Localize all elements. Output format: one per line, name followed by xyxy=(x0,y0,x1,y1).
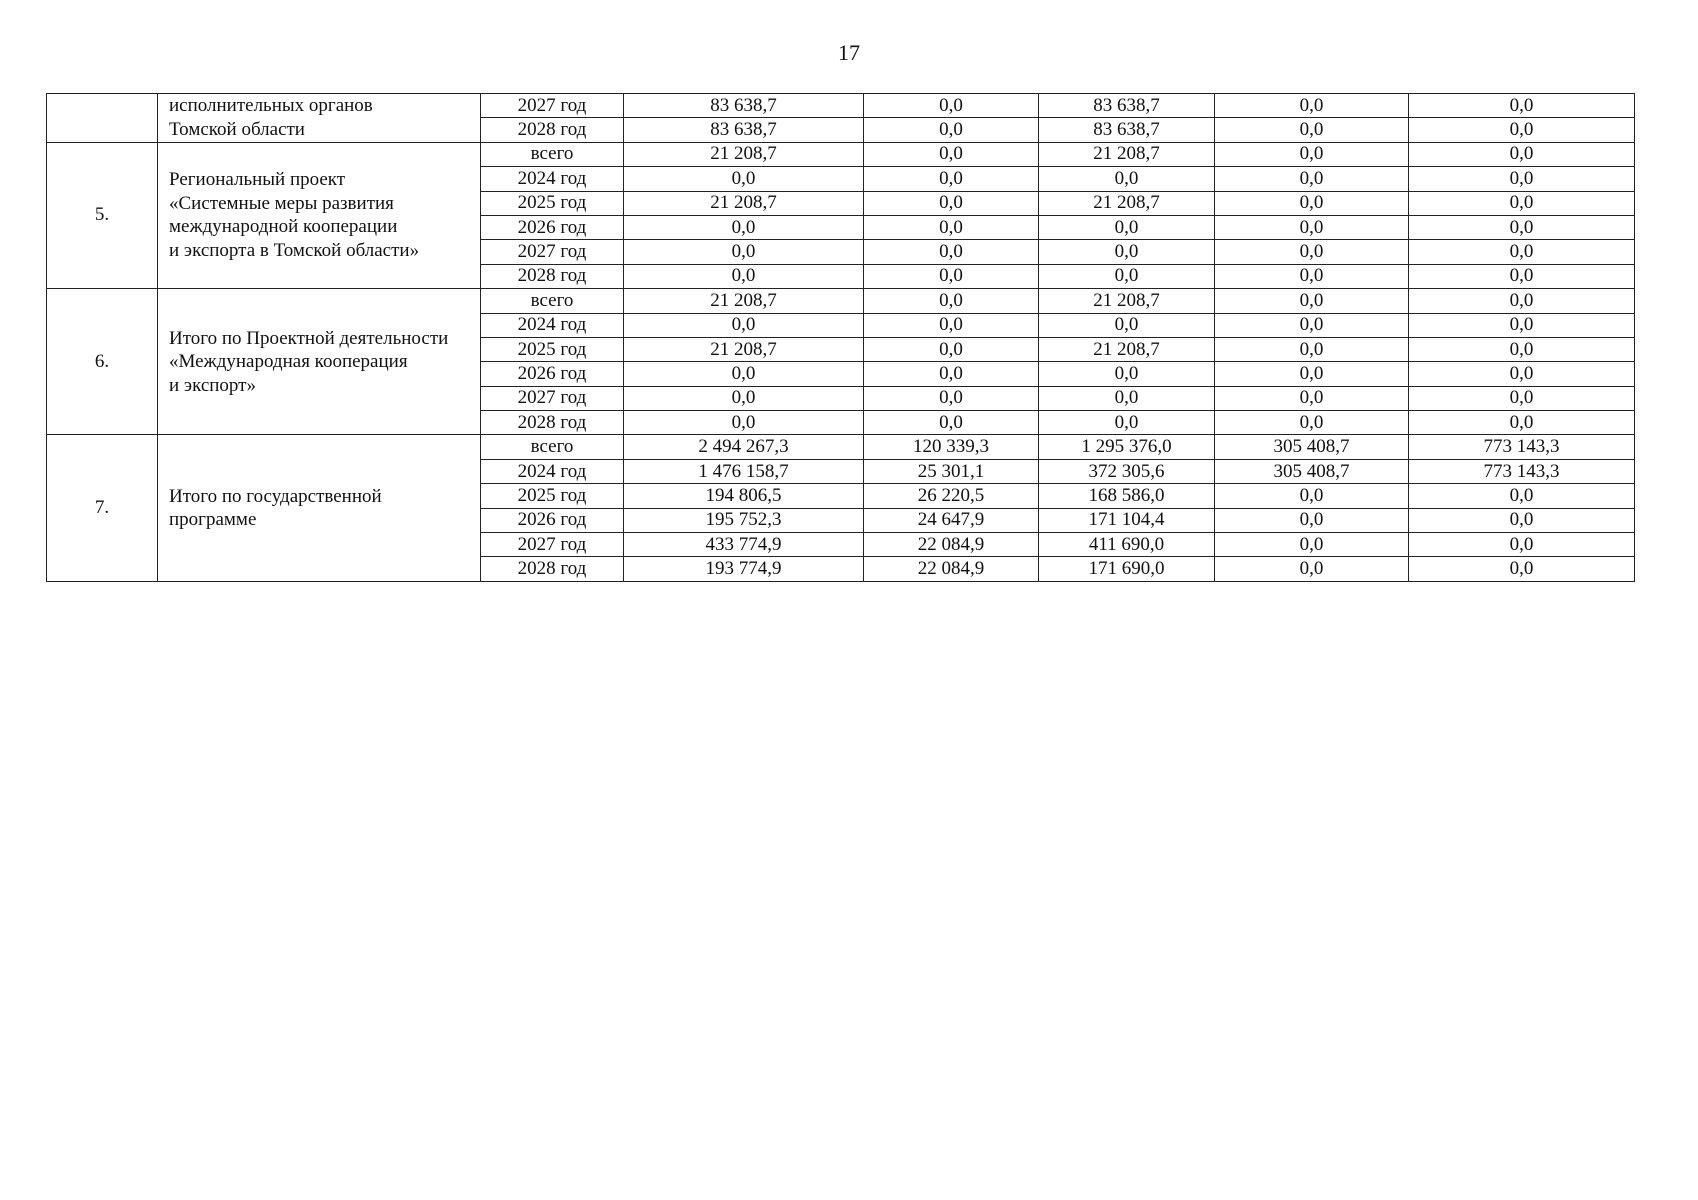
amount-cell: 0,0 xyxy=(1039,215,1215,239)
amount-cell: 0,0 xyxy=(864,411,1039,435)
amount-cell: 193 774,9 xyxy=(624,557,864,581)
amount-cell: 21 208,7 xyxy=(624,142,864,166)
amount-cell: 0,0 xyxy=(1409,337,1635,361)
amount-cell: 0,0 xyxy=(624,167,864,191)
amount-cell: 0,0 xyxy=(864,337,1039,361)
amount-cell: 0,0 xyxy=(1215,313,1409,337)
amount-cell: 0,0 xyxy=(1215,484,1409,508)
amount-cell: 0,0 xyxy=(1215,94,1409,118)
amount-cell: 0,0 xyxy=(1409,191,1635,215)
period-cell: 2026 год xyxy=(481,362,624,386)
program-name-line: Региональный проект xyxy=(169,169,346,191)
program-name-line: «Международная кооперация xyxy=(169,351,408,373)
amount-cell: 195 752,3 xyxy=(624,508,864,532)
amount-cell: 0,0 xyxy=(1409,94,1635,118)
amount-cell: 0,0 xyxy=(624,215,864,239)
amount-cell: 0,0 xyxy=(1215,337,1409,361)
amount-cell: 0,0 xyxy=(864,362,1039,386)
amount-cell: 0,0 xyxy=(864,167,1039,191)
program-name-line: Томской области xyxy=(169,118,305,140)
period-cell: всего xyxy=(481,142,624,166)
amount-cell: 0,0 xyxy=(1409,386,1635,410)
amount-cell: 0,0 xyxy=(1039,313,1215,337)
table-body xyxy=(47,94,1635,582)
amount-cell: 0,0 xyxy=(1039,386,1215,410)
amount-cell: 22 084,9 xyxy=(864,533,1039,557)
amount-cell: 0,0 xyxy=(1039,362,1215,386)
amount-cell: 25 301,1 xyxy=(864,459,1039,483)
amount-cell: 0,0 xyxy=(1409,240,1635,264)
amount-cell: 0,0 xyxy=(864,142,1039,166)
program-name-line: международной кооперации xyxy=(169,216,398,238)
period-cell: 2027 год xyxy=(481,386,624,410)
amount-cell: 0,0 xyxy=(864,386,1039,410)
amount-cell: 0,0 xyxy=(1215,240,1409,264)
amount-cell: 0,0 xyxy=(1039,411,1215,435)
amount-cell: 433 774,9 xyxy=(624,533,864,557)
program-name-line: Итого по Проектной деятельности xyxy=(169,327,449,349)
amount-cell: 2 494 267,3 xyxy=(624,435,864,459)
period-cell: 2024 год xyxy=(481,459,624,483)
amount-cell: 0,0 xyxy=(864,118,1039,142)
amount-cell: 411 690,0 xyxy=(1039,533,1215,557)
amount-cell: 0,0 xyxy=(624,411,864,435)
amount-cell: 0,0 xyxy=(1215,289,1409,313)
amount-cell: 0,0 xyxy=(1409,142,1635,166)
amount-cell: 83 638,7 xyxy=(1039,118,1215,142)
amount-cell: 0,0 xyxy=(1409,167,1635,191)
amount-cell: 21 208,7 xyxy=(1039,337,1215,361)
program-name-line: и экспорта в Томской области» xyxy=(169,239,420,261)
amount-cell: 21 208,7 xyxy=(624,289,864,313)
amount-cell: 0,0 xyxy=(1039,167,1215,191)
amount-cell: 305 408,7 xyxy=(1215,459,1409,483)
amount-cell: 0,0 xyxy=(864,240,1039,264)
program-name-line: «Системные меры развития xyxy=(169,192,394,214)
amount-cell: 0,0 xyxy=(1409,289,1635,313)
amount-cell: 0,0 xyxy=(1409,118,1635,142)
period-cell: 2027 год xyxy=(481,240,624,264)
budget-table xyxy=(46,93,1635,582)
period-cell: 2027 год xyxy=(481,94,624,118)
amount-cell: 0,0 xyxy=(864,94,1039,118)
period-cell: 2026 год xyxy=(481,215,624,239)
amount-cell: 1 476 158,7 xyxy=(624,459,864,483)
amount-cell: 372 305,6 xyxy=(1039,459,1215,483)
amount-cell: 194 806,5 xyxy=(624,484,864,508)
period-cell: 2027 год xyxy=(481,533,624,557)
period-cell: 2028 год xyxy=(481,557,624,581)
period-cell: 2024 год xyxy=(481,167,624,191)
amount-cell: 0,0 xyxy=(864,289,1039,313)
amount-cell: 83 638,7 xyxy=(624,94,864,118)
table-row xyxy=(47,94,1635,118)
amount-cell: 0,0 xyxy=(1215,533,1409,557)
amount-cell: 21 208,7 xyxy=(624,337,864,361)
row-number-cell: 5. xyxy=(47,142,158,288)
table-row xyxy=(47,142,1635,166)
amount-cell: 0,0 xyxy=(1215,118,1409,142)
amount-cell: 0,0 xyxy=(864,313,1039,337)
period-cell: всего xyxy=(481,435,624,459)
amount-cell: 0,0 xyxy=(1215,557,1409,581)
program-name-line: Итого по государственной xyxy=(169,485,382,507)
program-name-cell xyxy=(158,142,481,288)
period-cell: 2025 год xyxy=(481,484,624,508)
program-name-cell xyxy=(158,289,481,435)
amount-cell: 1 295 376,0 xyxy=(1039,435,1215,459)
row-number-cell xyxy=(47,94,158,143)
amount-cell: 120 339,3 xyxy=(864,435,1039,459)
amount-cell: 0,0 xyxy=(1215,411,1409,435)
amount-cell: 0,0 xyxy=(624,313,864,337)
program-name-line: и экспорт» xyxy=(169,374,256,396)
period-cell: 2028 год xyxy=(481,411,624,435)
amount-cell: 773 143,3 xyxy=(1409,459,1635,483)
amount-cell: 171 690,0 xyxy=(1039,557,1215,581)
amount-cell: 0,0 xyxy=(1215,142,1409,166)
amount-cell: 0,0 xyxy=(1409,508,1635,532)
amount-cell: 171 104,4 xyxy=(1039,508,1215,532)
program-name-cell xyxy=(158,94,481,143)
amount-cell: 168 586,0 xyxy=(1039,484,1215,508)
amount-cell: 0,0 xyxy=(1409,313,1635,337)
program-name-line: программе xyxy=(169,509,257,531)
amount-cell: 0,0 xyxy=(1039,264,1215,288)
amount-cell: 0,0 xyxy=(1215,264,1409,288)
amount-cell: 21 208,7 xyxy=(1039,191,1215,215)
amount-cell: 0,0 xyxy=(864,264,1039,288)
period-cell: 2024 год xyxy=(481,313,624,337)
amount-cell: 0,0 xyxy=(1039,240,1215,264)
amount-cell: 0,0 xyxy=(1409,533,1635,557)
page-number: 17 xyxy=(838,40,860,65)
amount-cell: 0,0 xyxy=(1215,167,1409,191)
amount-cell: 83 638,7 xyxy=(1039,94,1215,118)
amount-cell: 0,0 xyxy=(864,215,1039,239)
period-cell: 2026 год xyxy=(481,508,624,532)
amount-cell: 0,0 xyxy=(1409,557,1635,581)
period-cell: 2028 год xyxy=(481,118,624,142)
row-number-cell: 7. xyxy=(47,435,158,581)
row-number-cell: 6. xyxy=(47,289,158,435)
amount-cell: 305 408,7 xyxy=(1215,435,1409,459)
amount-cell: 773 143,3 xyxy=(1409,435,1635,459)
amount-cell: 0,0 xyxy=(1409,411,1635,435)
amount-cell: 0,0 xyxy=(1215,508,1409,532)
amount-cell: 0,0 xyxy=(1215,215,1409,239)
amount-cell: 0,0 xyxy=(1409,484,1635,508)
amount-cell: 0,0 xyxy=(864,191,1039,215)
amount-cell: 0,0 xyxy=(1215,386,1409,410)
period-cell: всего xyxy=(481,289,624,313)
table-row xyxy=(47,289,1635,313)
amount-cell: 0,0 xyxy=(1409,362,1635,386)
amount-cell: 0,0 xyxy=(1215,362,1409,386)
amount-cell: 21 208,7 xyxy=(1039,289,1215,313)
amount-cell: 22 084,9 xyxy=(864,557,1039,581)
program-name-cell xyxy=(158,435,481,581)
amount-cell: 0,0 xyxy=(624,362,864,386)
amount-cell: 21 208,7 xyxy=(624,191,864,215)
amount-cell: 0,0 xyxy=(1215,191,1409,215)
program-name-line: исполнительных органов xyxy=(169,95,373,116)
amount-cell: 21 208,7 xyxy=(1039,142,1215,166)
amount-cell: 0,0 xyxy=(624,264,864,288)
amount-cell: 0,0 xyxy=(624,240,864,264)
period-cell: 2025 год xyxy=(481,191,624,215)
period-cell: 2028 год xyxy=(481,264,624,288)
amount-cell: 0,0 xyxy=(1409,215,1635,239)
table-row xyxy=(47,435,1635,459)
amount-cell: 26 220,5 xyxy=(864,484,1039,508)
amount-cell: 83 638,7 xyxy=(624,118,864,142)
period-cell: 2025 год xyxy=(481,337,624,361)
amount-cell: 0,0 xyxy=(1409,264,1635,288)
amount-cell: 24 647,9 xyxy=(864,508,1039,532)
amount-cell: 0,0 xyxy=(624,386,864,410)
